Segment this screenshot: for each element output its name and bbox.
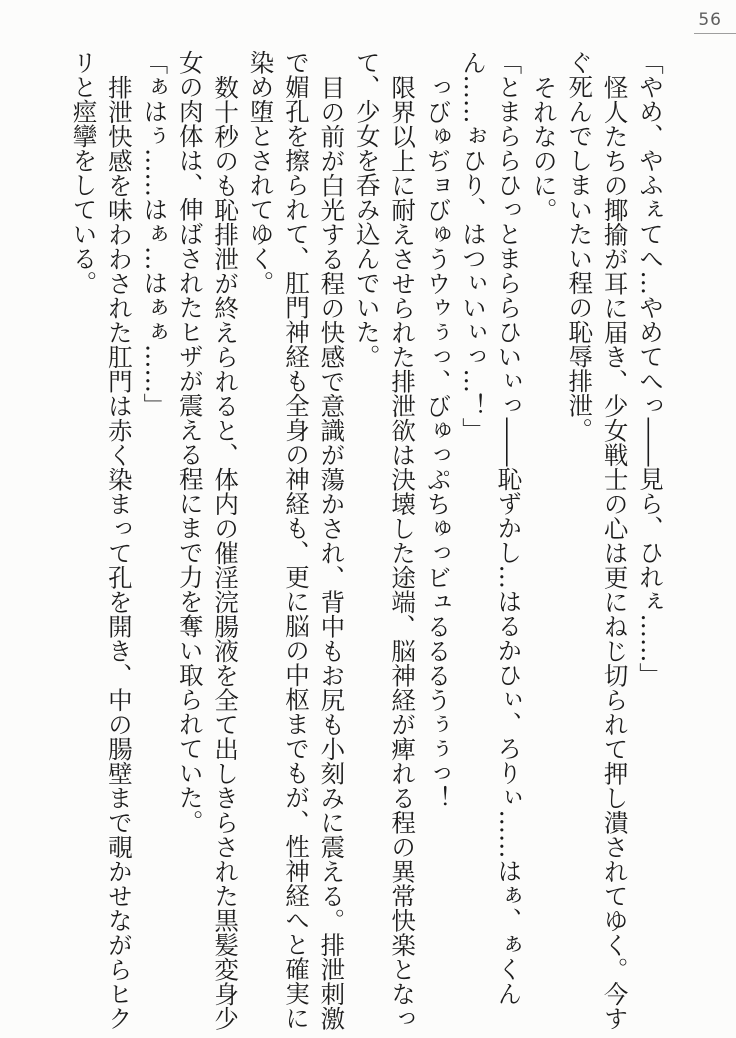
paragraph-narrative: 排泄快感を味わわされた肛門は赤く染まって孔を開き、中の腸壁まで覗かせながらヒクリと痙攣をしている。 (69, 50, 134, 1030)
page-number: 56 (698, 10, 722, 30)
paragraph-dialogue: 「やめ、やふぇてへ…やめてへっ――見ら、ひれぇ……」 (636, 50, 665, 687)
paragraph-narrative: 怪人たちの揶揄が耳に届き、少女戦士の心は更にねじ切られて押し潰されてゆく。今すぐ死んでしまいたい程の恥辱排泄。 (565, 50, 630, 1030)
paragraph-narrative: 目の前が白光する程の快感で意識が蕩かされ、背中もお尻も小刻みに震える。排泄刺激で媚孔を擦られて、肛門神経も全身の神経も、更に脳の中枢までもが、性神経へと確実に染め堕とされてゆく。 (246, 50, 347, 1030)
paragraph-narrative: っびゅぢョびゅうウゥぅっ、びゅっぷちゅっビュるるるうぅぅっ！ (423, 74, 453, 810)
vertical-text-block (66, 50, 668, 1034)
paragraph-narrative: それなのに。 (529, 74, 559, 222)
paragraph-narrative: 数十秒のも恥排泄が終えられると、体内の催淫浣腸液を全て出しきらされた黒髪変身少女の肉体は、伸ばされたヒザが震える程にまで力を奪い取られていた。 (175, 50, 241, 1030)
paragraph-dialogue: 「ぁはぅ……はぁ…はぁぁ……」 (140, 50, 170, 418)
page-number-rule (694, 33, 736, 34)
paragraph-dialogue: 「とまららひっとまららひいぃっ――恥ずかし…はるかひぃ、ろりぃ……はぁ、ぁくんん……ぉひり、はつぃいぃっ…！」 (458, 50, 524, 1006)
paragraph-narrative: 限界以上に耐えさせられた排泄欲は決壊した途端、脳神経が痺れる程の異常快楽となって、少女を呑み込んでいた。 (352, 50, 418, 1030)
